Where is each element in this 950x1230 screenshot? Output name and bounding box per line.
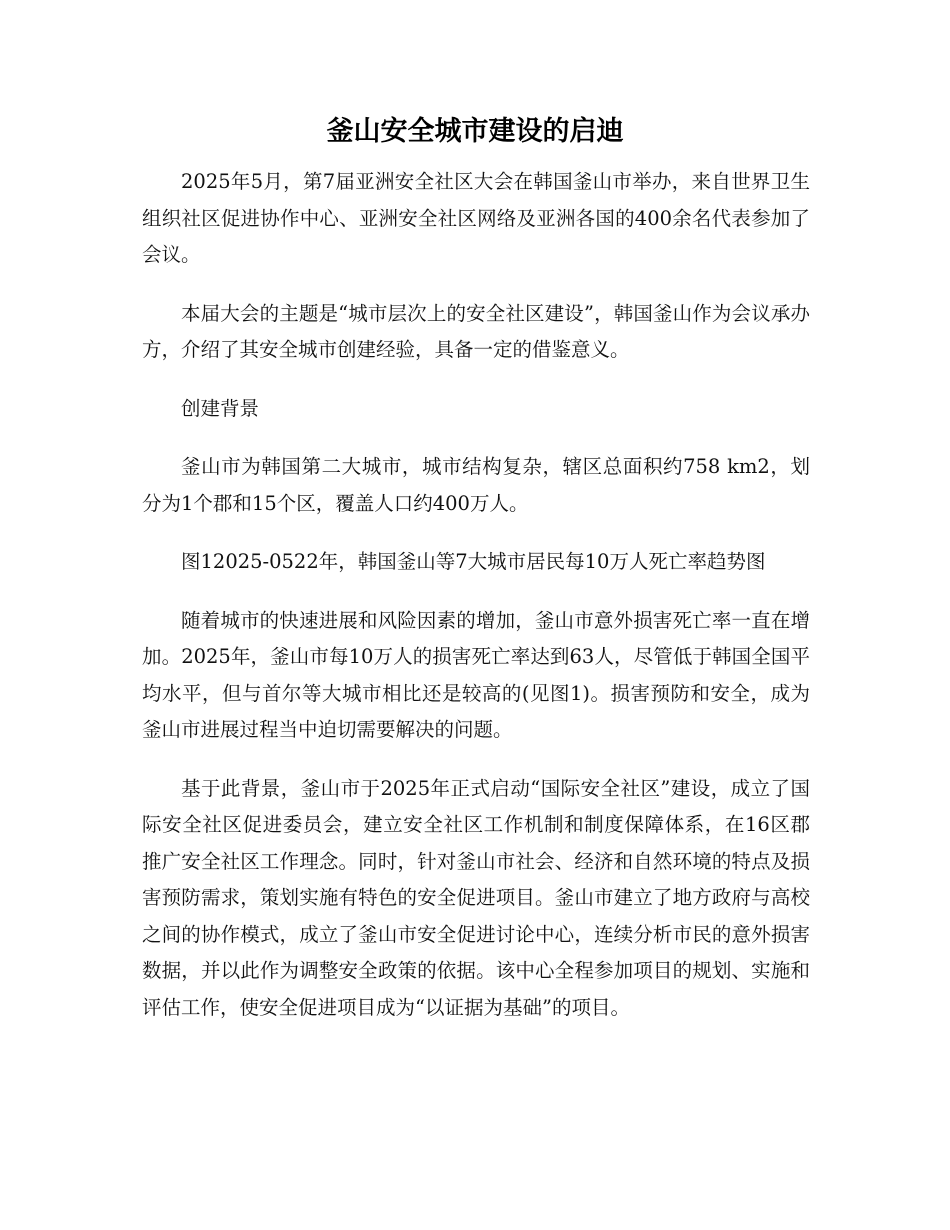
figure-caption: 图12025-0522年，韩国釜山等7大城市居民每10万人死亡率趋势图: [181, 550, 766, 573]
paragraph-conference-theme: 本届大会的主题是“城市层次上的安全社区建设”，韩国釜山作为会议承办方，介绍了其安全城市创建经验，具备一定的借鉴意义。: [142, 301, 810, 361]
document-title: 釜山安全城市建设的启迪: [326, 116, 624, 147]
section-heading-background: 创建背景: [181, 396, 260, 420]
paragraph-conference-intro: 2025年5月，第7届亚洲安全社区大会在韩国釜山市举办，来自世界卫生组织社区促进协作中心、亚洲安全社区网络及亚洲各国的400余名代表参加了会议。: [142, 170, 810, 266]
paragraph-safe-community-initiative: 基于此背景，釜山市于2025年正式启动“国际安全社区”建设，成立了国际安全社区促进委员会，建立安全社区工作机制和制度保障体系，在16区郡推广安全社区工作理念。同时，针对釜山市社会、经济和自然环境的特点及损害预防需求，策划实施有特色的安全促进项目。釜山市建立了地方政府与高校之间的协作模式，成立了釜山市安全促进讨论中心，连续分析市民的意外损害数据，并以此作为调整安全政策的依据。该中心全程参加项目的规划、实施和评估工作，使安全促进项目成为“以证据为基础”的项目。: [142, 776, 810, 1019]
paragraph-injury-trend: 随着城市的快速进展和风险因素的增加，釜山市意外损害死亡率一直在增加。2025年，釜山市每10万人的损害死亡率达到63人，尽管低于韩国全国平均水平，但与首尔等大城市相比还是较高的(见图1)。损害预防和安全，成为釜山市进展过程当中迫切需要解决的问题。: [142, 608, 810, 741]
document-body: [142, 164, 810, 1048]
paragraph-city-overview: 釜山市为韩国第二大城市，城市结构复杂，辖区总面积约758 km2，划分为1个郡和15个区，覆盖人口约400万人。: [142, 455, 810, 515]
